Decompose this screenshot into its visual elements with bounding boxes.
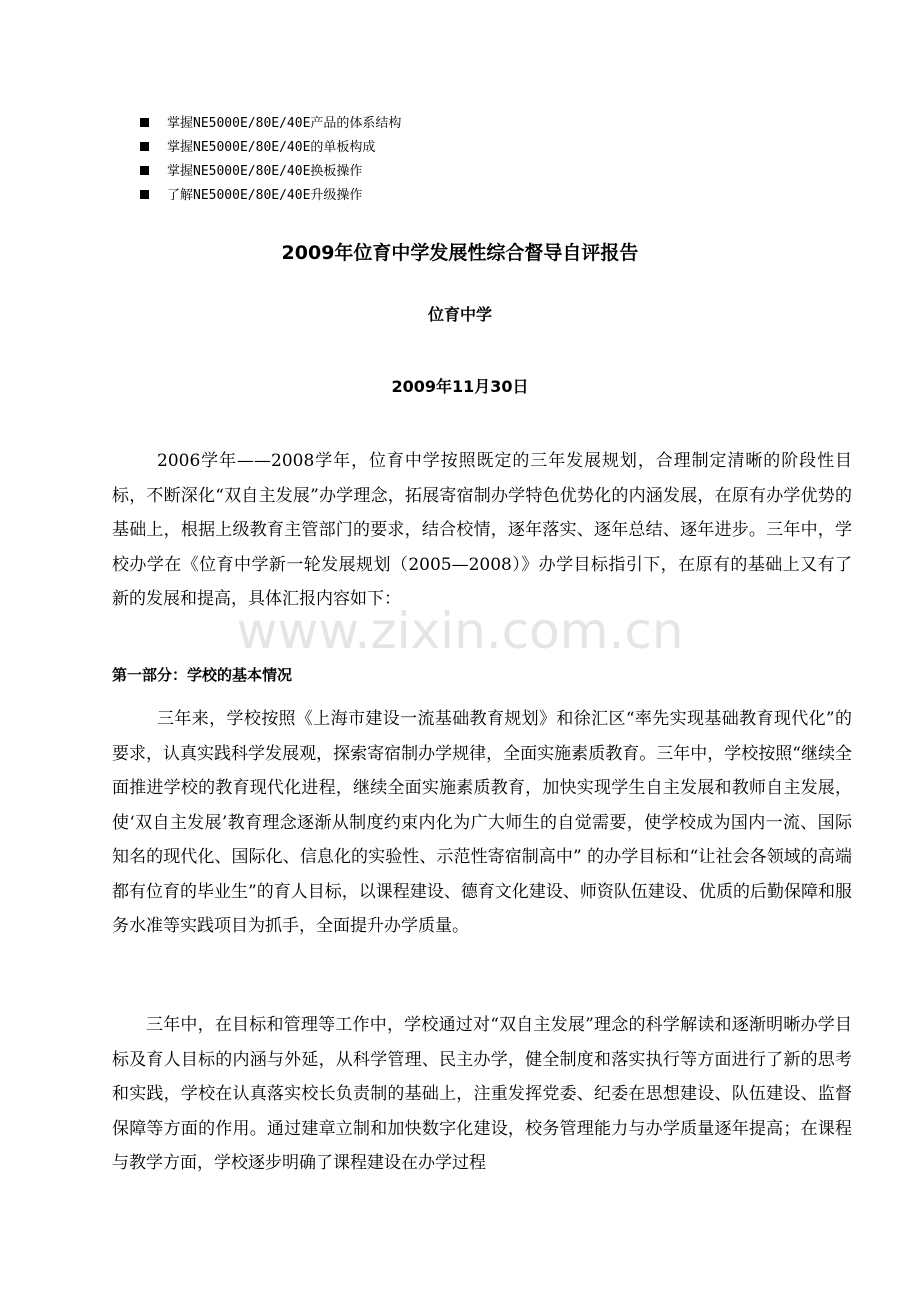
- square-bullet-icon: [140, 166, 149, 175]
- intro-paragraph: 2006学年——2008学年，位育中学按照既定的三年发展规划，合理制定清晰的阶段性目标，不断深化“双自主发展”办学理念，拓展寄宿制办学特色优势化的内涵发展，在原有办学优势的基础上，根据上级教育主管部门的要求，结合校情，逐年落实、逐年总结、逐年进步。三年中，学校办学在《位育中学新一轮发展规划（2005—2008）》办学目标指引下，在原有的基础上又有了新的发展和提高，具体汇报内容如下：: [112, 451, 852, 609]
- objective-text: 掌握NE5000E/80E/40E产品的体系结构: [167, 116, 402, 131]
- objectives-list: [140, 112, 401, 208]
- objective-text: 掌握NE5000E/80E/40E的单板构成: [167, 140, 376, 155]
- section-paragraph: 三年中，在目标和管理等工作中，学校通过对“双自主发展”理念的科学解读和逐渐明晰办学目标及育人目标的内涵与外延，从科学管理、民主办学，健全制度和落实执行等方面进行了新的思考和实践，学校在认真落实校长负责制的基础上，注重发挥党委、纪委在思想建设、队伍建设、监督保障等方面的作用。通过建章立制和加快数字化建设，校务管理能力与办学质量逐年提高；在课程与教学方面，学校逐步明确了课程建设在办学过程: [112, 1015, 852, 1173]
- report-title: 2009年位育中学发展性综合督导自评报告: [281, 242, 639, 264]
- list-item: [140, 184, 401, 208]
- section-paragraph: 三年来，学校按照《上海市建设一流基础教育规划》和徐汇区“率先实现基础教育现代化”的要求，认真实践科学发展观，探索寄宿制办学规律，全面实施素质教育。三年中，学校按照“继续全面推进学校的教育现代化进程，继续全面实施素质教育，加快实现学生自主发展和教师自主发展，使‘双自主发展’教育理念逐渐从制度约束内化为广大师生的自觉需要，使学校成为国内一流、国际知名的现代化、国际化、信息化的实验性、示范性寄宿制高中” 的办学目标和“让社会各领域的高端都有位育的毕业生”的育人目标，以课程建设、德育文化建设、师资队伍建设、优质的后勤保障和服务水准等实践项目为抓手，全面提升办学质量。: [112, 709, 852, 936]
- objective-text: 了解NE5000E/80E/40E升级操作: [167, 188, 363, 203]
- square-bullet-icon: [140, 190, 149, 199]
- list-item: [140, 160, 401, 184]
- section-heading: 第一部分：学校的基本情况: [112, 666, 293, 684]
- school-name: 位育中学: [427, 305, 492, 324]
- square-bullet-icon: [140, 142, 149, 151]
- objective-text: 掌握NE5000E/80E/40E换板操作: [167, 164, 363, 179]
- watermark: www.zixin.com.cn: [236, 602, 684, 660]
- list-item: [140, 112, 401, 136]
- list-item: [140, 136, 401, 160]
- report-date: 2009年11月30日: [391, 377, 529, 396]
- square-bullet-icon: [140, 118, 149, 127]
